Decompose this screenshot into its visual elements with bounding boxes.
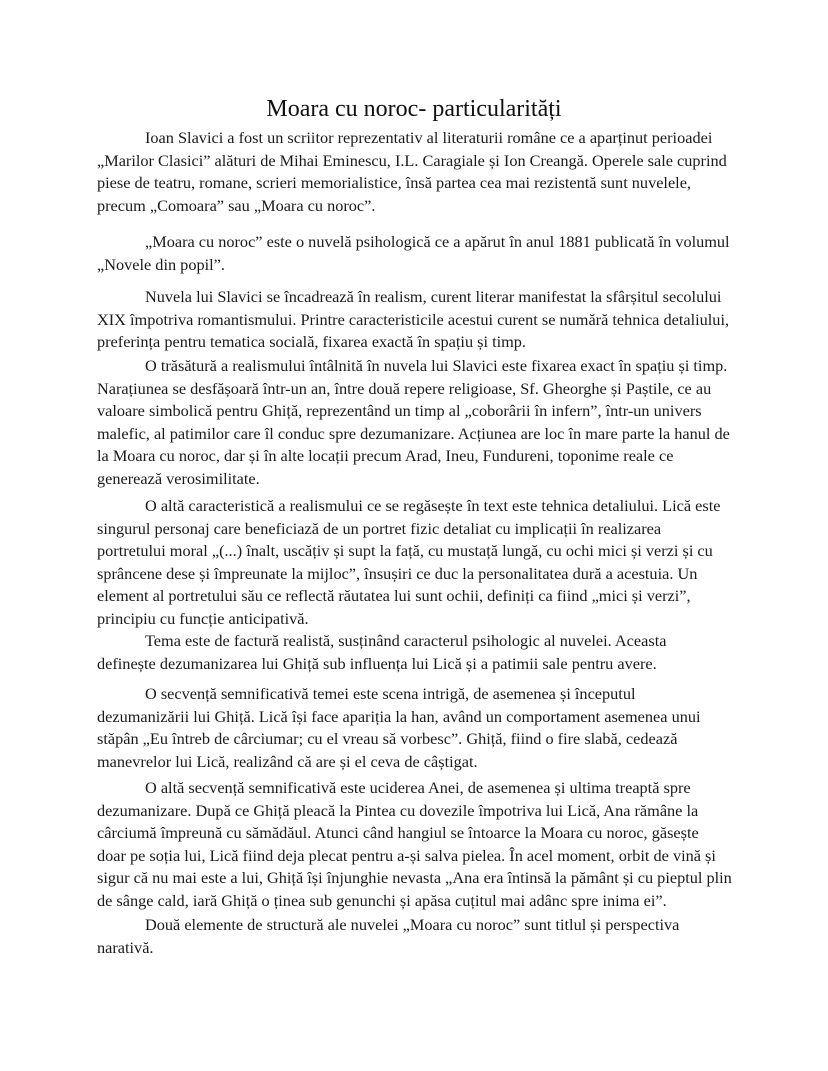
text-line: singurul personaj care beneficiază de un portret fizic detaliat cu implicații în realizarea <box>97 518 662 538</box>
text-line: „Novele din popil”. <box>97 254 225 274</box>
paragraph-theme <box>97 630 757 675</box>
text-line: Tema este de factură realistă, susținând caracterul psihologic al nuvelei. Aceasta <box>145 631 667 650</box>
text-line: Nuvela lui Slavici se încadrează în realism, curent literar manifestat la sfârșitul secolului <box>145 287 722 306</box>
paragraph-realism <box>97 286 757 354</box>
text-line: O trăsătură a realismului întâlnită în nuvela lui Slavici este fixarea exact în spațiu și timp. <box>145 356 728 375</box>
text-line: narativă. <box>97 937 154 957</box>
text-line: generează verosimilitate. <box>97 468 260 488</box>
text-line: dezumanizării lui Ghiță. Lică își face apariția la han, având un comportament asemenea unui <box>97 706 701 726</box>
text-line: cârciumă împreună cu sămădăul. Atunci când hangiul se întoarce la Moara cu noroc, găsește <box>97 823 699 843</box>
paragraph-intro <box>97 127 757 217</box>
paragraph-publication <box>97 231 757 276</box>
text-line: O secvență semnificativă temei este scena intrigă, de asemenea și începutul <box>145 684 636 703</box>
text-line: sigur că nu mai este a lui, Ghiță își înjunghie nevasta „Ana era întinsă la pământ și cu pieptul plin <box>97 868 732 888</box>
text-line: dezumanizare. După ce Ghiță pleacă la Pintea cu dovezile împotriva lui Lică, Ana rămâne la <box>97 800 699 820</box>
text-line: principiu cu funcție anticipativă. <box>97 608 309 628</box>
paragraph-sequence-murder <box>97 777 757 913</box>
text-line: Narațiunea se desfășoară într-un an, între două repere religioase, Sf. Gheorghe și Paștile, ce au <box>97 378 712 398</box>
document-title: Moara cu noroc- particularități <box>266 96 562 122</box>
text-line: stăpân „Eu întreb de cârciumar; cu el vreau să vorbesc”. Ghiță, fiind o fire slabă, cedează <box>97 729 678 749</box>
text-line: la Moara cu noroc, dar și în alte locații precum Arad, Ineu, Fundureni, toponime reale ce <box>97 446 674 466</box>
text-line: element al portretului său ce reflectă răutatea lui sunt ochii, definiți ca fiind „mici și verzi”, <box>97 586 691 606</box>
text-line: manevrelor lui Lică, realizând că are și el ceva de câștigat. <box>97 751 478 771</box>
text-line: „Moara cu noroc” este o nuvelă psihologică ce a apărut în anul 1881 publicată în volumul <box>145 232 730 251</box>
text-line: O altă secvență semnificativă este uciderea Anei, de asemenea și ultima treaptă spre <box>145 778 691 797</box>
text-line: piese de teatru, romane, scrieri memorialistice, însă partea cea mai rezistentă sunt nuvelele, <box>97 173 692 193</box>
text-line: doar pe soția lui, Lică fiind deja plecat pentru a-și salva pielea. În acel moment, orbit de vină și <box>97 845 716 865</box>
text-line: XIX împotriva romantismului. Printre caracteristicile acestui curent se numără tehnica detaliului, <box>97 309 730 329</box>
paragraph-sequence-intrigue <box>97 683 757 773</box>
text-line: preferința pentru tematica socială, fixarea exactă în spațiu și timp. <box>97 332 527 352</box>
text-line: precum „Comoara” sau „Moara cu noroc”. <box>97 195 376 215</box>
paragraph-structure <box>97 914 757 959</box>
paragraph-detail-technique <box>97 495 757 631</box>
text-line: O altă caracteristică a realismului ce se regăsește în text este tehnica detaliului. Lică este <box>145 496 721 515</box>
text-line: valoare simbolică pentru Ghiță, reprezentând un timp al „coborârii în infern”, într-un univers <box>97 401 702 421</box>
paragraph-space-time <box>97 355 757 491</box>
text-line: sprâncene dese și împreunate la mijloc”, însușiri ce duc la personalitatea dură a acestuia. Un <box>97 563 698 583</box>
text-line: de sânge cald, iară Ghiță o ținea sub genunchi și apăsa cuțitul mai adânc spre inima ei”. <box>97 890 667 910</box>
text-line: Ioan Slavici a fost un scriitor reprezentativ al literaturii române ce a aparținut perioadei <box>145 128 713 147</box>
text-line: definește dezumanizarea lui Ghiță sub influența lui Lică și a patimii sale pentru avere. <box>97 653 657 673</box>
text-line: portretului moral „(...) înalt, uscățiv și supt la față, cu mustață lungă, cu ochi mici și verzi și cu <box>97 541 713 561</box>
text-line: malefic, al patimilor care îl conduc spre dezumanizare. Acțiunea are loc în mare parte la hanul de <box>97 423 730 443</box>
text-line: Două elemente de structură ale nuvelei „Moara cu noroc” sunt titlul și perspectiva <box>145 915 680 934</box>
text-line: „Marilor Clasici” alături de Mihai Eminescu, I.L. Caragiale și Ion Creangă. Operele sale cuprind <box>97 150 727 170</box>
